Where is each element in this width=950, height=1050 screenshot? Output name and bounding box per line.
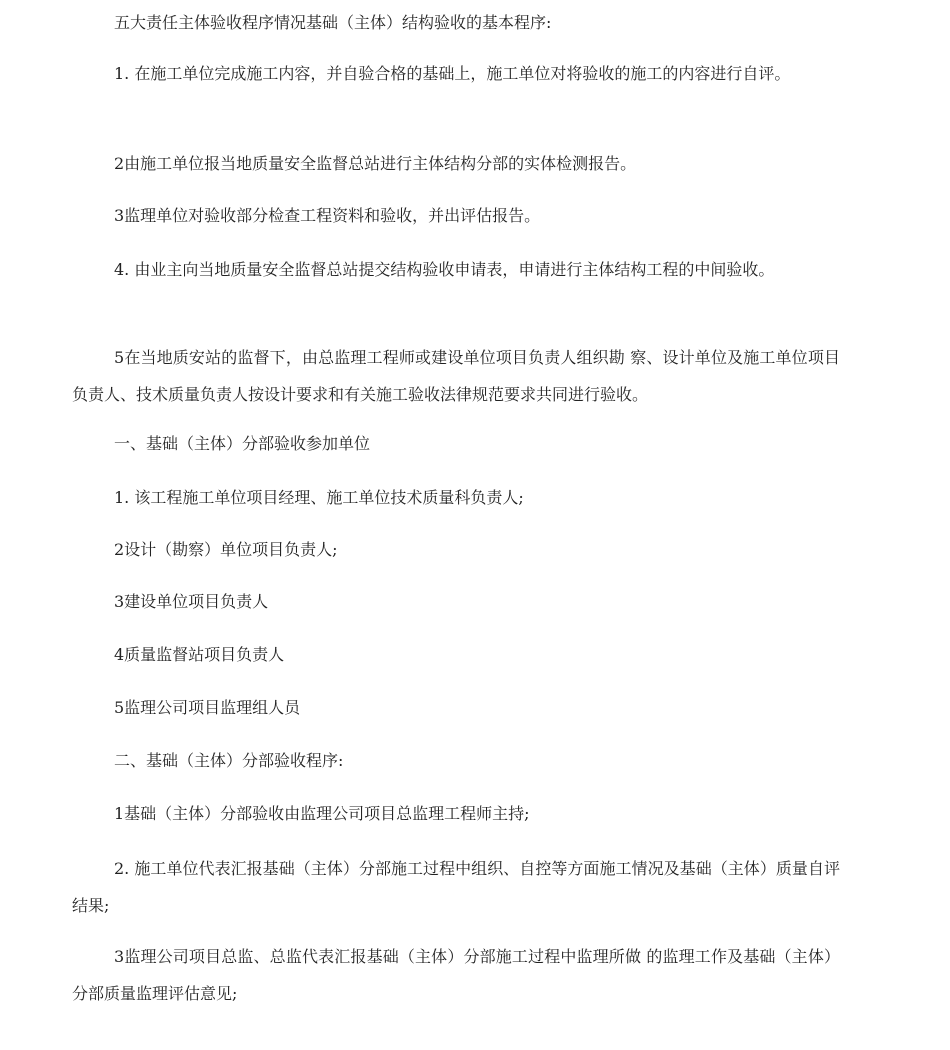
procedure-step-3: 3监理单位对验收部分检查工程资料和验收，并出评估报告。 — [114, 206, 541, 225]
procedure-step-5: 5在当地质安站的监督下，由总监理工程师或建设单位项目负责人组织勘 察、设计单位及施工单位项目负责人、技术质量负责人按设计要求和有关施工验收法律规范要求共同进行验收。 — [72, 348, 840, 404]
procedure-step-1: 1. 在施工单位完成施工内容，并自验合格的基础上，施工单位对将验收的施工的内容进行自评。 — [114, 64, 791, 83]
section-1-heading: 一、基础（主体）分部验收参加单位 — [114, 434, 371, 453]
participant-item-2: 2设计（勘察）单位项目负责人; — [114, 540, 338, 559]
participant-item-4: 4质量监督站项目负责人 — [114, 645, 285, 664]
procedure-step-2: 2由施工单位报当地质量安全监督总站进行主体结构分部的实体检测报告。 — [114, 154, 637, 173]
participant-item-3: 3建设单位项目负责人 — [114, 592, 269, 611]
section-2-heading: 二、基础（主体）分部验收程序: — [114, 751, 344, 770]
procedure-step-4: 4. 由业主向当地质量安全监督总站提交结构验收申请表，申请进行主体结构工程的中间验收。 — [114, 260, 775, 279]
intro-heading: 五大责任主体验收程序情况基础（主体）结构验收的基本程序: — [114, 13, 552, 32]
acceptance-step-3: 3监理公司项目总监、总监代表汇报基础（主体）分部施工过程中监理所做 的监理工作及基础（主体）分部质量监理评估意见; — [72, 947, 840, 1003]
participant-item-5: 5监理公司项目监理组人员 — [114, 698, 301, 717]
acceptance-step-1: 1基础（主体）分部验收由监理公司项目总监理工程师主持; — [114, 804, 530, 823]
participant-item-1: 1. 该工程施工单位项目经理、施工单位技术质量科负责人; — [114, 488, 524, 507]
acceptance-step-2: 2. 施工单位代表汇报基础（主体）分部施工过程中组织、自控等方面施工情况及基础（主体）质量自评结果; — [72, 859, 840, 915]
